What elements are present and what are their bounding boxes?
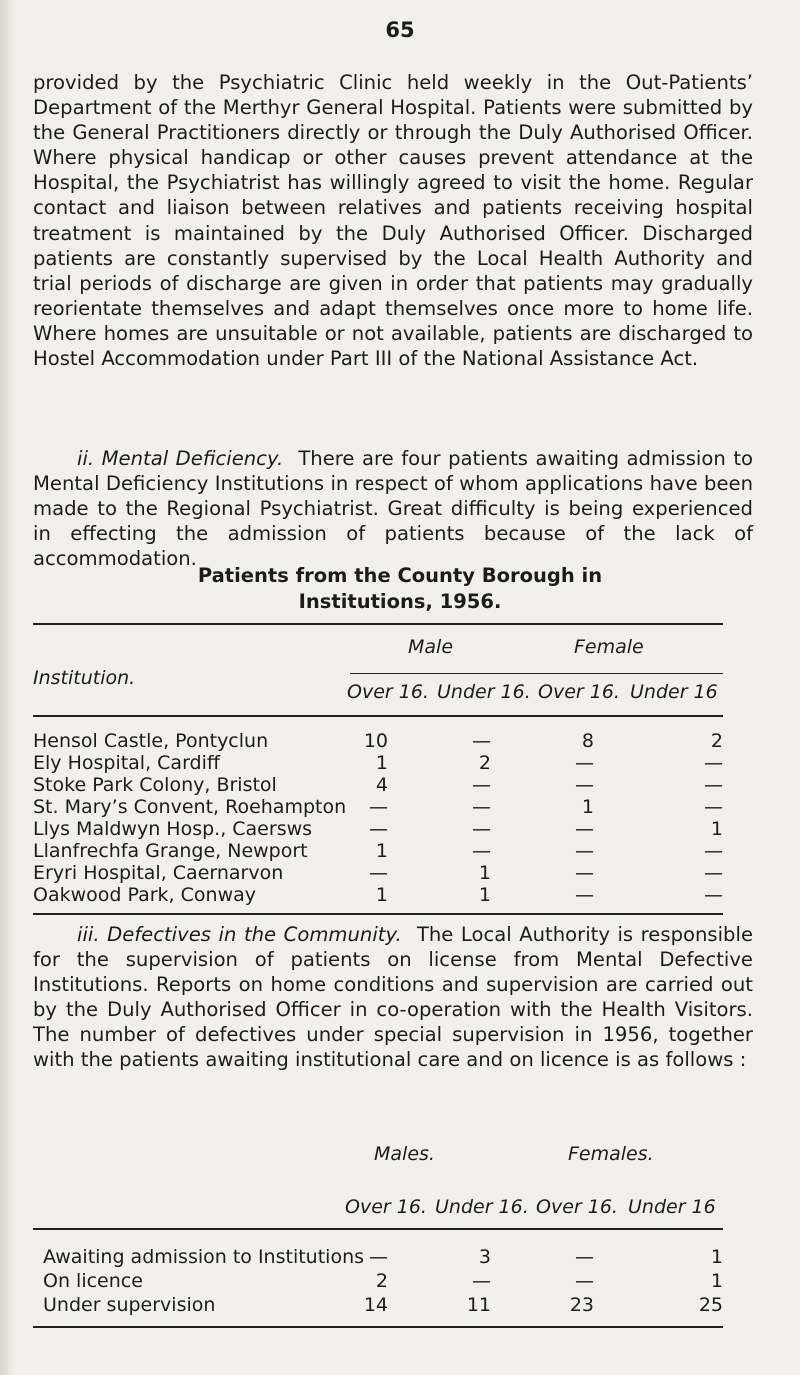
table1-cell: 1: [478, 884, 491, 906]
table2-cell: 23: [569, 1294, 594, 1316]
table2-cell: 1: [710, 1246, 723, 1268]
table1-cell: 1: [375, 884, 388, 906]
table2-cell: 25: [698, 1294, 723, 1316]
table1-sub-header: Under 16.: [437, 681, 531, 703]
table1-cell: —: [704, 752, 723, 774]
paragraph-3-text: The Local Authority is responsible for the supervision of patients on license from Mental Defective Institutions. Reports on home conditions and supervision are carried out by the Duly Authorised Officer in co-operation with the Health Visitors. The number of defectives under special supervision in 1956, together with the patients awaiting institutional care and on licence is as follows :: [33, 923, 753, 1072]
table1-row-name: Stoke Park Colony, Bristol: [33, 774, 277, 796]
table2-row-name: Awaiting admission to Institutions: [43, 1246, 365, 1268]
table1-cell: 1: [710, 818, 723, 840]
table1-cell: 8: [581, 730, 594, 752]
paragraph-defectives-community: [33, 922, 753, 1073]
page-edge-shadow: [0, 0, 14, 1375]
table1-title-line2: Institutions, 1956.: [298, 590, 502, 613]
table2-group-females: Females.: [568, 1143, 654, 1165]
table1-cell: —: [472, 796, 491, 818]
table1-cell: —: [704, 774, 723, 796]
table2-cell: 3: [478, 1246, 491, 1268]
table1-cell: —: [704, 884, 723, 906]
paragraph-outpatients: [33, 70, 753, 371]
table1-sub-header: Over 16.: [538, 681, 620, 703]
table1-cell: —: [704, 862, 723, 884]
table2-cell: —: [369, 1246, 388, 1268]
table1-header-rule: [33, 715, 723, 717]
table1-group-female: Female: [574, 636, 644, 658]
table1-cell: —: [369, 818, 388, 840]
table2-sub-header: Under 16: [628, 1196, 716, 1218]
paragraph-1-text: provided by the Psychiatric Clinic held weekly in the Out-Patients’ Department of the Merthyr General Hospital. Patients were submitted by the General Practitioners directly or through the Duly Authorised Officer. Where physical handicap or other causes prevent attendance at the Hospital, the Psychiatrist has willingly agreed to visit the home. Regular contact and liaison between relatives and patients receiving hospital treatment is maintained by the Duly Authorised Officer. Discharged patients are constantly supervised by the Local Health Authority and trial periods of discharge are given in order that patients may gradually reorientate themselves and adapt themselves once more to home life. Where homes are unsuitable or not available, patients are discharged to Hostel Accommodation under Part III of the National Assistance Act.: [33, 71, 753, 371]
table2-cell: —: [575, 1270, 594, 1292]
table2-cell: 11: [466, 1294, 491, 1316]
table1-row-name: Llanfrechfa Grange, Newport: [33, 840, 308, 862]
table2-header-rule: [33, 1228, 723, 1230]
table1-cell: 1: [581, 796, 594, 818]
table1-cell: —: [472, 730, 491, 752]
paragraph-mental-deficiency: [33, 446, 753, 571]
table1-bottom-rule: [33, 913, 723, 915]
table1-sub-header: Under 16: [630, 681, 718, 703]
section-label-mental-deficiency: ii. Mental Deficiency.: [77, 447, 284, 470]
page-number: 65: [385, 18, 415, 42]
table1-cell: —: [472, 840, 491, 862]
table1-row-name: Oakwood Park, Conway: [33, 884, 256, 906]
table1-cell: —: [369, 862, 388, 884]
table1-cell: —: [575, 774, 594, 796]
table2-sub-header: Over 16.: [345, 1196, 427, 1218]
paragraph-2-text: There are four patients awaiting admission to Mental Deficiency Institutions in respect of whom applications have been made to the Regional Psychiatrist. Great difficulty is being experienced in effecting the admission of patients because of the lack of accommodation.: [33, 447, 753, 571]
table1-title: [0, 563, 800, 615]
table1-cell: 10: [363, 730, 388, 752]
table1-cell: 1: [375, 840, 388, 862]
table2-sub-header: Under 16.: [435, 1196, 529, 1218]
table2-row-name: On licence: [43, 1270, 143, 1292]
table2-sub-header: Over 16.: [536, 1196, 618, 1218]
table1-cell: 2: [478, 752, 491, 774]
table1-cell: —: [575, 884, 594, 906]
table1-cell: —: [575, 752, 594, 774]
table2-row-name: Under supervision: [43, 1294, 216, 1316]
table2-cell: —: [575, 1246, 594, 1268]
table1-title-line1: Patients from the County Borough in: [197, 564, 603, 587]
table1-cell: —: [472, 818, 491, 840]
table2-cell: 14: [363, 1294, 388, 1316]
table1-row-name: Ely Hospital, Cardiff: [33, 752, 220, 774]
table2-group-males: Males.: [374, 1143, 435, 1165]
table2-cell: 1: [710, 1270, 723, 1292]
table2-cell: —: [472, 1270, 491, 1292]
section-label-defectives: iii. Defectives in the Community.: [77, 923, 402, 946]
table2-cell: 2: [375, 1270, 388, 1292]
table1-group-male: Male: [408, 636, 454, 658]
table1-row-name: St. Mary’s Convent, Roehampton: [33, 796, 347, 818]
table1-cell: —: [575, 862, 594, 884]
table2-bottom-rule: [33, 1326, 723, 1328]
table1-cell: —: [575, 840, 594, 862]
table1-cell: —: [575, 818, 594, 840]
table1-cell: 4: [375, 774, 388, 796]
table1-cell: 2: [710, 730, 723, 752]
table1-cell: —: [472, 774, 491, 796]
table1-row-name: Eryri Hospital, Caernarvon: [33, 862, 284, 884]
table1-cell: 1: [375, 752, 388, 774]
table1-row-name: Hensol Castle, Pontyclun: [33, 730, 269, 752]
table1-row-name: Llys Maldwyn Hosp., Caersws: [33, 818, 313, 840]
table1-top-rule: [33, 623, 723, 625]
table1-col-institution: Institution.: [33, 667, 136, 689]
table1-cell: —: [704, 796, 723, 818]
table1-cell: —: [704, 840, 723, 862]
table1-cell: 1: [478, 862, 491, 884]
table1-group-rule: [350, 673, 723, 674]
table1-cell: —: [369, 796, 388, 818]
table1-sub-header: Over 16.: [347, 681, 429, 703]
